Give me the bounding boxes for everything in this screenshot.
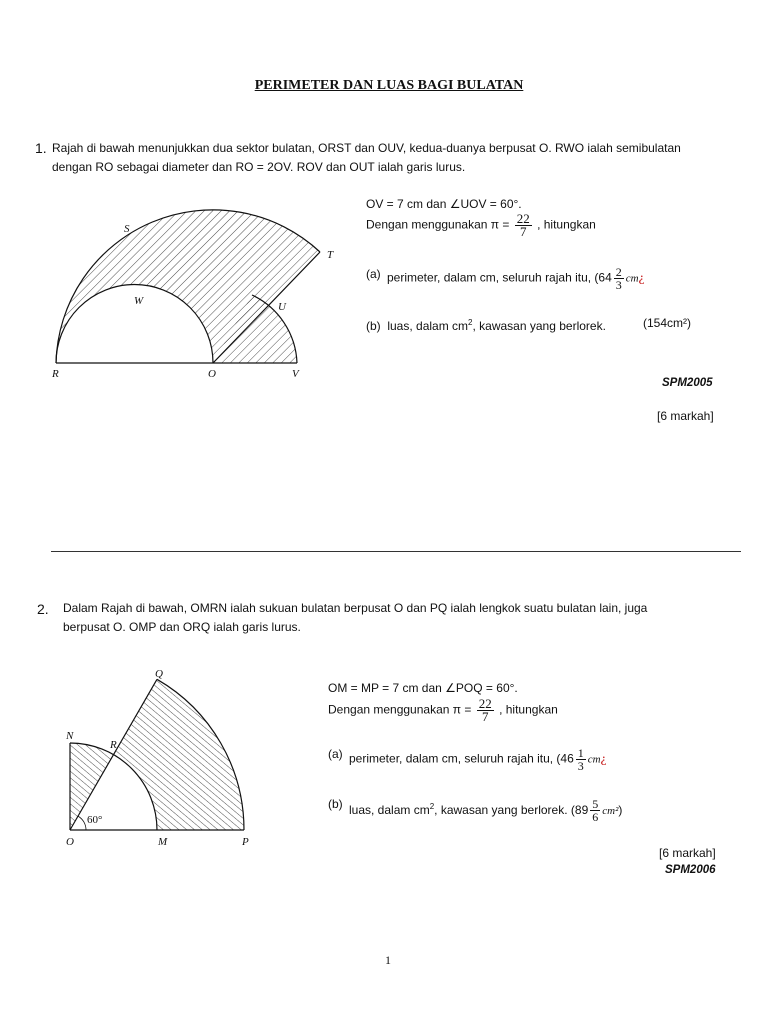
q2-marks: [6 markah] — [659, 846, 716, 860]
q1-marks: [6 markah] — [657, 409, 714, 423]
q2-a-text: perimeter, dalam cm, seluruh rajah itu, (46 $\frac{1}{3}$ cm¿ — [349, 746, 607, 773]
q2-pi-fraction: $\frac{22}{7}$ — [478, 696, 492, 724]
q2-source: SPM2006 — [665, 864, 716, 876]
q1-pi-fraction: $\frac{22}{7}$ — [516, 211, 530, 239]
q1-pi-prefix: Dengan menggunakan π = — [366, 217, 510, 232]
q1-pi-suffix: , hitungkan — [537, 217, 596, 232]
q2-pi-line: Dengan menggunakan π = $\frac{22}{7}$ , hitungkan — [328, 696, 558, 724]
q1-pi-line — [366, 213, 596, 238]
q1-diagram — [40, 205, 360, 390]
q2-given: OM = MP = 7 cm dan ∠POQ = 60°. — [328, 681, 518, 695]
q2-diagram — [60, 665, 270, 850]
q2-angle-arc — [78, 816, 86, 830]
q2-label-o: O — [66, 836, 74, 848]
q1-label-t: T — [327, 249, 334, 261]
q2-b-fraction: $\frac{5}{6}$ — [592, 797, 599, 825]
page-number: 1 — [385, 953, 391, 967]
q2-label-m: M — [158, 836, 168, 848]
q2-b-label: (b) — [328, 797, 343, 811]
q2-label-n: N — [66, 730, 74, 742]
q1-a-fraction: $\frac{2}{3}$ — [615, 265, 622, 292]
q2-number: 2. — [37, 601, 49, 617]
q1-text-line2: dengan RO sebagai diameter dan RO = 2OV. ROV dan OUT ialah garis lurus. — [52, 160, 466, 174]
q1-b-answer: (154cm²) — [643, 316, 692, 330]
q1-label-v: V — [292, 368, 299, 380]
q1-source: SPM2005 — [662, 377, 713, 389]
q1-a-text: perimeter, dalam cm, seluruh rajah itu, (64 $\frac{2}{3}$ cm¿ — [387, 265, 645, 292]
q2-a-label: (a) — [328, 747, 343, 761]
page-title: PERIMETER DAN LUAS BAGI BULATAN — [254, 78, 524, 93]
q1-label-u: U — [278, 301, 286, 313]
q2-label-r: R — [110, 739, 117, 751]
q1-label-s: S — [124, 223, 130, 235]
q1-a-label: (a) — [366, 267, 381, 281]
q1-label-w: W — [134, 295, 144, 307]
q2-a-fraction: $\frac{1}{3}$ — [577, 746, 584, 773]
q2-b-text: luas, dalam $cm^2$, kawasan yang berlorek. (89 $\frac{5}{6}$ cm²) — [349, 797, 623, 825]
q2-text-line2: berpusat O. OMP dan ORQ ialah garis lurus. — [63, 620, 301, 634]
q1-b-line: (b) luas, dalam $cm^2$, kawasan yang berlorek. — [366, 318, 606, 333]
q2-text-line1: Dalam Rajah di bawah, OMRN ialah sukuan bulatan berpusat O dan PQ ialah lengkok suatu bulatan lain, juga — [63, 601, 648, 615]
q2-shaded-annular-region — [114, 679, 245, 830]
section-divider — [51, 551, 741, 552]
q1-label-o: O — [208, 368, 216, 380]
q2-label-p: P — [242, 836, 249, 848]
q2-label-q: Q — [155, 668, 163, 680]
q1-text-line1: Rajah di bawah menunjukkan dua sektor bulatan, ORST dan OUV, kedua-duanya berpusat O. RWO ialah semibulatan — [52, 141, 681, 155]
q1-given: OV = 7 cm dan ∠UOV = 60°. — [366, 197, 522, 211]
q1-label-r: R — [52, 368, 59, 380]
q2-label-angle: 60° — [87, 814, 103, 826]
q1-number: 1. — [35, 140, 47, 156]
